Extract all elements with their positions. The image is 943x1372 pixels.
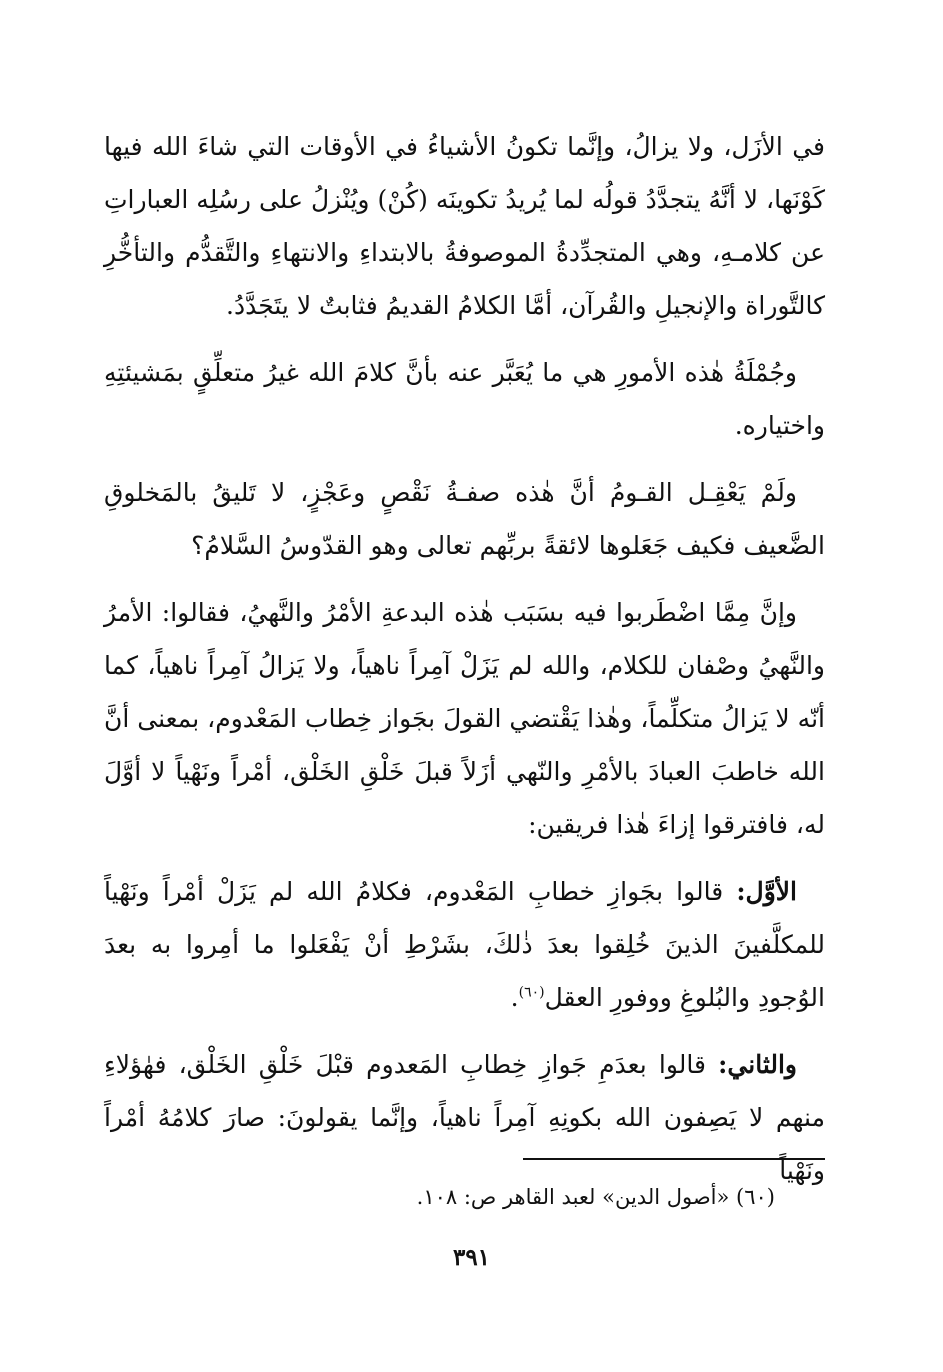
paragraph-5 <box>104 865 825 1024</box>
paragraph-6-lead: والثاني: <box>718 1050 797 1079</box>
paragraph-4-text: وإنَّ مِمَّا اضْطَربوا فيه بسَبَب هٰذه البدعةِ الأمْرُ والنَّهيُ، فقالوا: الأمرُ والنَّهيُ وصْفان للكلام، والله لم يَزَلْ آمِراً ناهياً، ولا يَزالُ آمِراً ناهياً، كما أنّه لا يَزالُ متكلِّماً، وهٰذا يَقْتضي القولَ بجَواز خِطاب المَعْدوم، بمعنى أنَّ الله خاطبَ العبادَ بالأمْرِ والنّهي أزَلاً قبلَ خَلْقِ الخَلْق، أمْراً ونَهْياً لا أوَّلَ له، فافترقوا إزاءَ هٰذا فريقين: <box>104 598 825 839</box>
paragraph-3-text: ولَمْ يَعْقِـل القـومُ أنَّ هٰذه صفـةُ نَقْصٍ وعَجْزٍ، لا تَليقُ بالمَخلوقِ الضَّعيف فكيف جَعَلوها لائقةً بربِّهم تعالى وهو القدّوسُ السَّلامُ؟ <box>104 478 825 560</box>
footnote-divider <box>523 1158 825 1160</box>
paragraph-6 <box>104 1038 825 1197</box>
paragraph-2-text: وجُمْلَةُ هٰذه الأمورِ هي ما يُعَبَّر عنه بأنَّ كلامَ الله غيرُ متعلِّقٍ بمَشيئتِهِ واختياره. <box>104 358 825 440</box>
paragraph-1 <box>104 120 825 332</box>
paragraph-1-text: في الأزَل، ولا يزالُ، وإنَّما تكونُ الأشياءُ في الأوقات التي شاءَ الله فيها كَوْنَها، لا أنَّهُ يتجدَّدُ قولُه لما يُريدُ تكوينَه (كُنْ) ويُنْزلُ على رسُلِه العباراتِ عن كلامـهِ، وهي المتجدِّدةُ الموصوفةُ بالابتداءِ والانتهاءِ والتَّقدُّم والتأخُّرِ كالتَّوراة والإنجيلِ والقُرآن، أمَّا الكلامُ القديمُ فثابتٌ لا يتَجَدَّدُ. <box>104 132 825 320</box>
paragraph-5-tail: . <box>510 983 519 1012</box>
footnote: (٦٠) «أصول الدين» لعبد القاهر ص: ١٠٨. <box>416 1185 775 1209</box>
paragraph-5-lead: الأوَّل: <box>736 877 797 906</box>
paragraph-3 <box>104 466 825 572</box>
paragraph-6-text: قالوا بعدَمِ جَوازِ خِطابِ المَعدوم قبْلَ خَلْقِ الخَلْق، فهٰؤلاءِ منهم لا يَصِفون الله بكونِهِ آمِراً ناهياً، وإنَّما يقولونَ: صارَ كلامُهُ أمْراً ونَهْياً <box>104 1050 825 1185</box>
page-number: ٣٩١ <box>452 1244 491 1271</box>
main-text <box>104 120 825 1211</box>
paragraph-5-text: قالوا بجَوازِ خطابِ المَعْدوم، فكلامُ الله لم يَزَلْ أمْراً ونَهْياً للمكلَّفينَ الذينَ خُلِقوا بعدَ ذٰلكَ، بشَرْطِ أنْ يَفْعَلوا ما أمِروا به بعدَ الوُجودِ والبُلوغِ ووفورِ العقل <box>104 877 825 1012</box>
paragraph-4 <box>104 586 825 851</box>
footnote-reference[interactable]: (٦٠) <box>518 984 545 1001</box>
paragraph-2 <box>104 346 825 452</box>
